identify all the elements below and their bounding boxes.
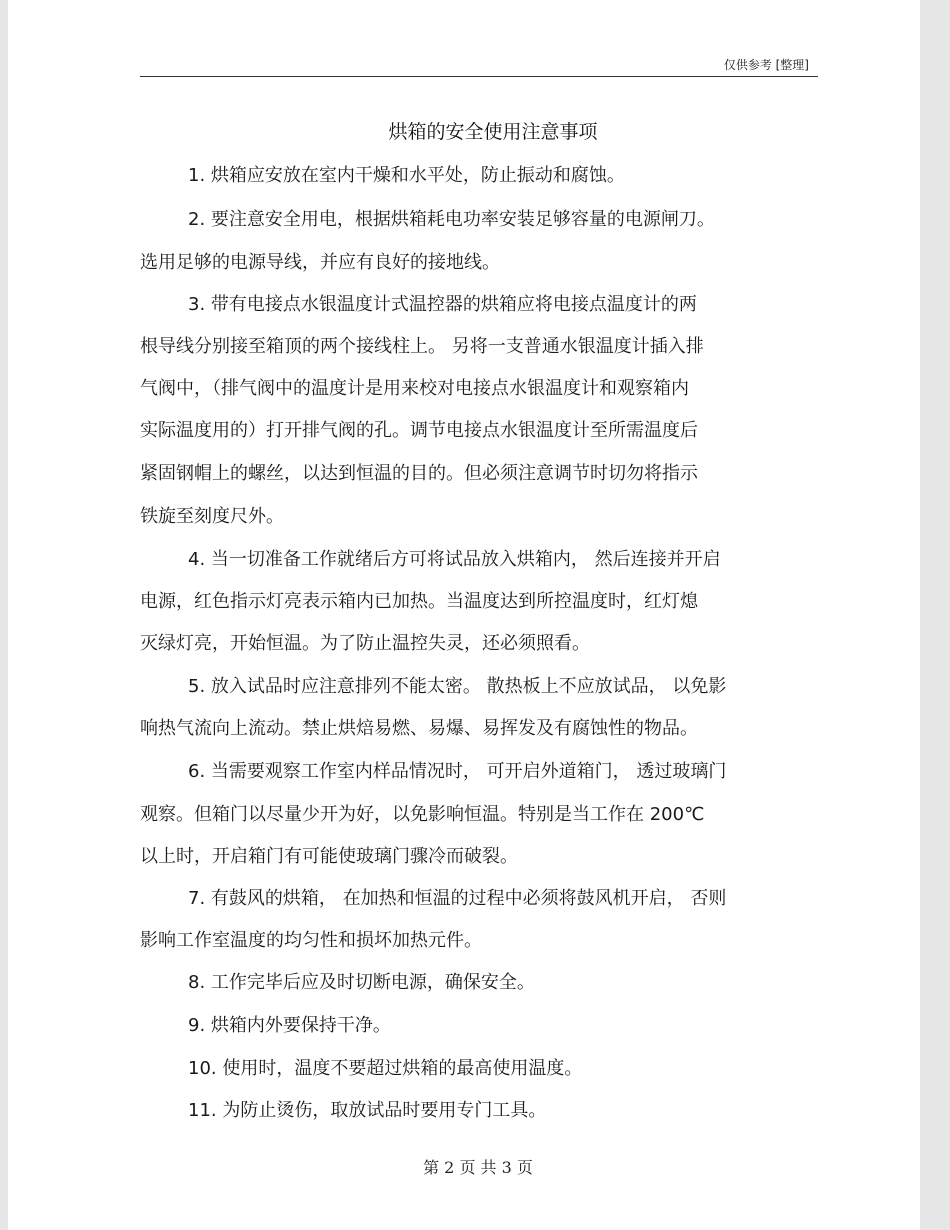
- body-line: 3. 带有电接点水银温度计式温控器的烘箱应将电接点温度计的两: [188, 294, 697, 315]
- body-line: 实际温度用的）打开排气阀的孔。调节电接点水银温度计至所需温度后: [140, 420, 698, 441]
- body-line: 响热气流向上流动。禁止烘焙易燃、易爆、易挥发及有腐蚀性的物品。: [140, 718, 698, 739]
- body-line: 选用足够的电源导线，并应有良好的接地线。: [140, 252, 500, 273]
- body-line: 影响工作室温度的均匀性和损坏加热元件。: [140, 930, 482, 951]
- body-line: 气阀中，（排气阀中的温度计是用来校对电接点水银温度计和观察箱内: [140, 378, 689, 399]
- document-title: 烘箱的安全使用注意事项: [388, 121, 598, 143]
- body-line: 电源，红色指示灯亮表示箱内已加热。当温度达到所控温度时，红灯熄: [140, 591, 698, 612]
- body-line: 以上时，开启箱门有可能使玻璃门骤冷而破裂。: [140, 846, 518, 867]
- body-line: 1. 烘箱应安放在室内干燥和水平处，防止振动和腐蚀。: [188, 165, 625, 186]
- header-note: 仅供参考 [整理]: [723, 58, 809, 72]
- body-line: 8. 工作完毕后应及时切断电源，确保安全。: [188, 972, 535, 993]
- body-line: 9. 烘箱内外要保持干净。: [188, 1015, 391, 1036]
- body-line: 4. 当一切准备工作就绪后方可将试品放入烘箱内， 然后连接并开启: [188, 549, 721, 570]
- body-line: 2. 要注意安全用电，根据烘箱耗电功率安装足够容量的电源闸刀。: [188, 209, 715, 230]
- header-divider: [140, 76, 818, 77]
- body-line: 5. 放入试品时应注意排列不能太密。 散热板上不应放试品， 以免影: [188, 676, 727, 697]
- body-line: 11. 为防止烫伤，取放试品时要用专门工具。: [188, 1100, 547, 1121]
- body-line: 灭绿灯亮，开始恒温。为了防止温控失灵，还必须照看。: [140, 633, 590, 654]
- body-line: 根导线分别接至箱顶的两个接线柱上。 另将一支普通水银温度计插入排: [140, 336, 704, 357]
- body-line: 7. 有鼓风的烘箱， 在加热和恒温的过程中必须将鼓风机开启， 否则: [188, 888, 727, 909]
- document-page: [8, 0, 920, 1230]
- body-line: 紧固钢帽上的螺丝，以达到恒温的目的。但必须注意调节时切勿将指示: [140, 463, 698, 484]
- body-line: 10. 使用时，温度不要超过烘箱的最高使用温度。: [188, 1058, 583, 1079]
- body-line: 观察。但箱门以尽量少开为好，以免影响恒温。特别是当工作在 200℃: [140, 804, 705, 825]
- body-line: 铁旋至刻度尺外。: [140, 506, 284, 527]
- page-number-footer: 第 2 页 共 3 页: [423, 1158, 533, 1177]
- body-line: 6. 当需要观察工作室内样品情况时， 可开启外道箱门， 透过玻璃门: [188, 761, 727, 782]
